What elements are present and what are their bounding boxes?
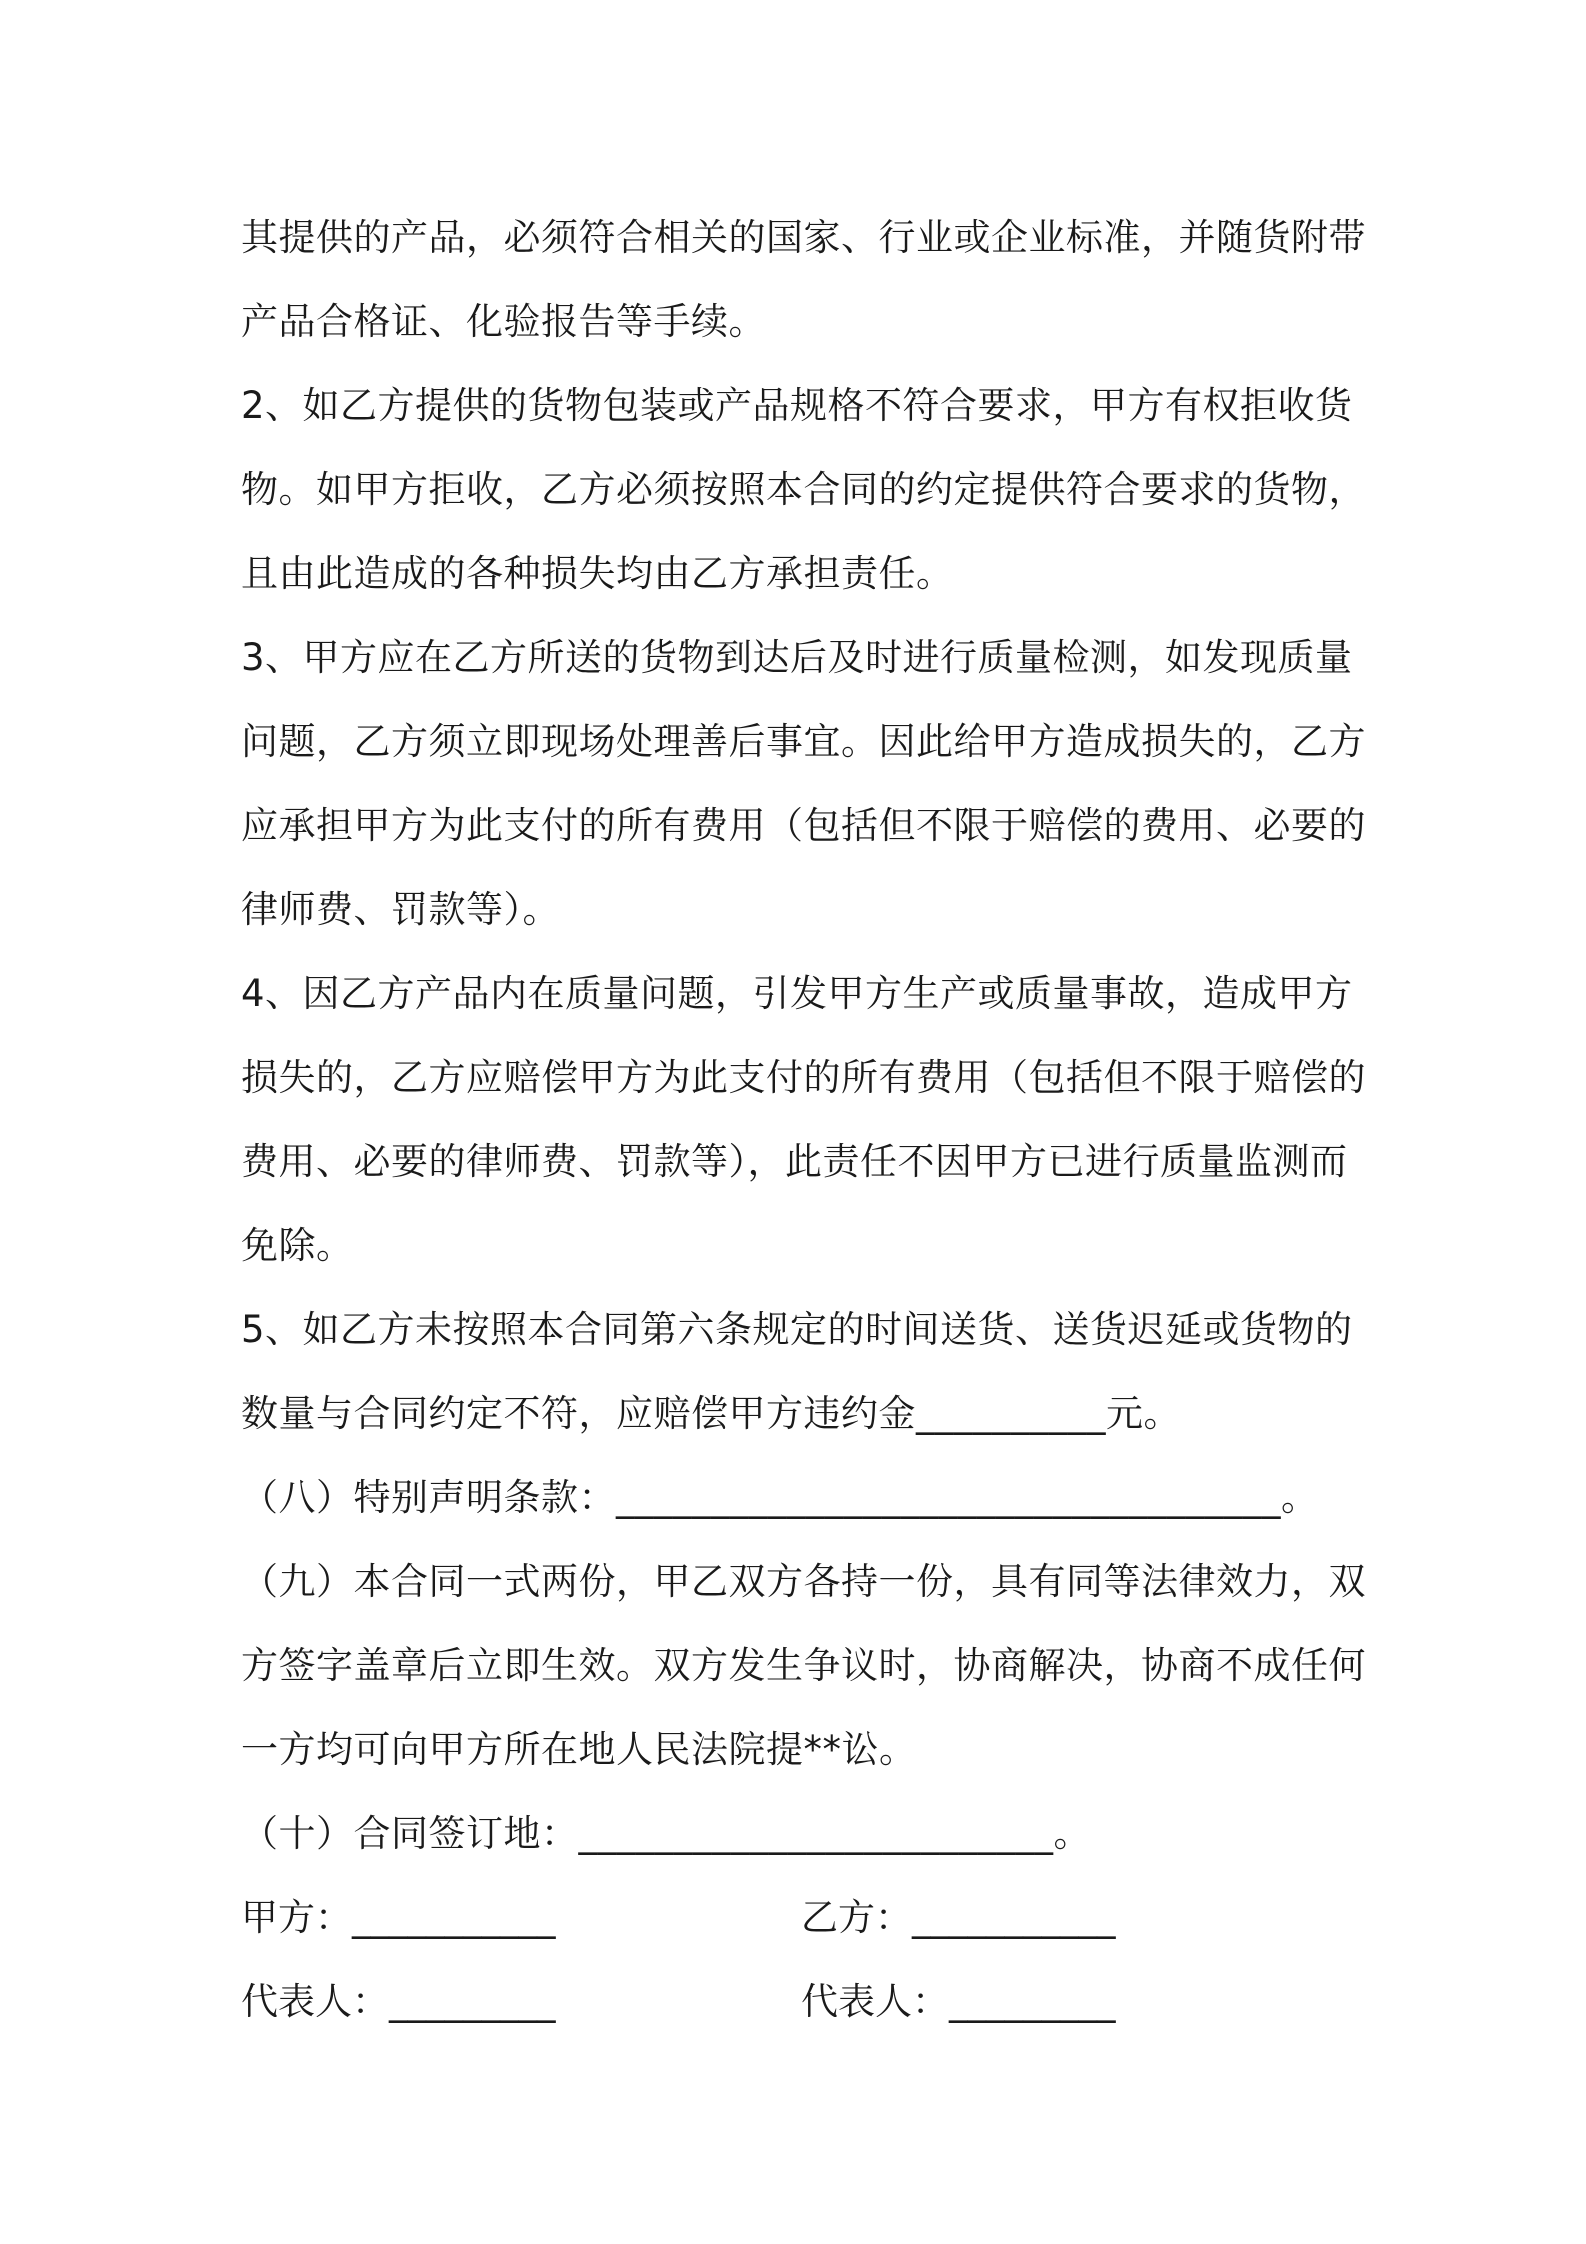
clause-9-line: （九）本合同一式两份，甲乙双方各持一份，具有同等法律效力，双 (241, 1560, 1366, 1603)
clause-5-line: 5、如乙方未按照本合同第六条规定的时间送货、送货迟延或货物的 (241, 1308, 1353, 1351)
party-b-representative-field: 代表人：_________ (801, 1980, 1116, 2023)
text-line: 问题，乙方须立即现场处理善后事宜。因此给甲方造成损失的，乙方 (241, 720, 1366, 763)
text-line: 其提供的产品，必须符合相关的国家、行业或企业标准，并随货附带 (241, 216, 1366, 259)
text-line: 方签字盖章后立即生效。双方发生争议时，协商解决，协商不成任何 (241, 1644, 1366, 1687)
party-signature-row (241, 1876, 1361, 1960)
text-line: 物。如甲方拒收，乙方必须按照本合同的约定提供符合要求的货物， (241, 468, 1366, 511)
special-terms-line: （八）特别声明条款：___________________________________。 (241, 1476, 1319, 1519)
text-line: 应承担甲方为此支付的所有费用（包括但不限于赔偿的费用、必要的 (241, 804, 1366, 847)
party-a-representative-field: 代表人：_________ (241, 1980, 556, 2023)
text-line: 费用、必要的律师费、罚款等），此责任不因甲方已进行质量监测而 (241, 1140, 1348, 1183)
text-line: 免除。 (241, 1224, 354, 1267)
text-line: 一方均可向甲方所在地人民法院提**讼。 (241, 1728, 917, 1771)
text-line: 律师费、罚款等）。 (241, 888, 560, 931)
text-line: 且由此造成的各种损失均由乙方承担责任。 (241, 552, 954, 595)
clause-2-line: 2、如乙方提供的货物包装或产品规格不符合要求，甲方有权拒收货 (241, 384, 1353, 427)
party-b-field: 乙方：___________ (801, 1896, 1116, 1939)
party-a-field: 甲方：___________ (241, 1896, 556, 1939)
representative-signature-row (241, 1960, 1361, 2044)
contract-body (241, 196, 1366, 2044)
penalty-amount-line: 数量与合同约定不符，应赔偿甲方违约金__________元。 (241, 1392, 1181, 1435)
clause-3-line: 3、甲方应在乙方所送的货物到达后及时进行质量检测，如发现质量 (241, 636, 1353, 679)
signing-place-line: （十）合同签订地：_________________________。 (241, 1812, 1091, 1855)
text-line: 损失的，乙方应赔偿甲方为此支付的所有费用（包括但不限于赔偿的 (241, 1056, 1366, 1099)
clause-4-line: 4、因乙方产品内在质量问题，引发甲方生产或质量事故，造成甲方 (241, 972, 1353, 1015)
text-line: 产品合格证、化验报告等手续。 (241, 300, 766, 343)
